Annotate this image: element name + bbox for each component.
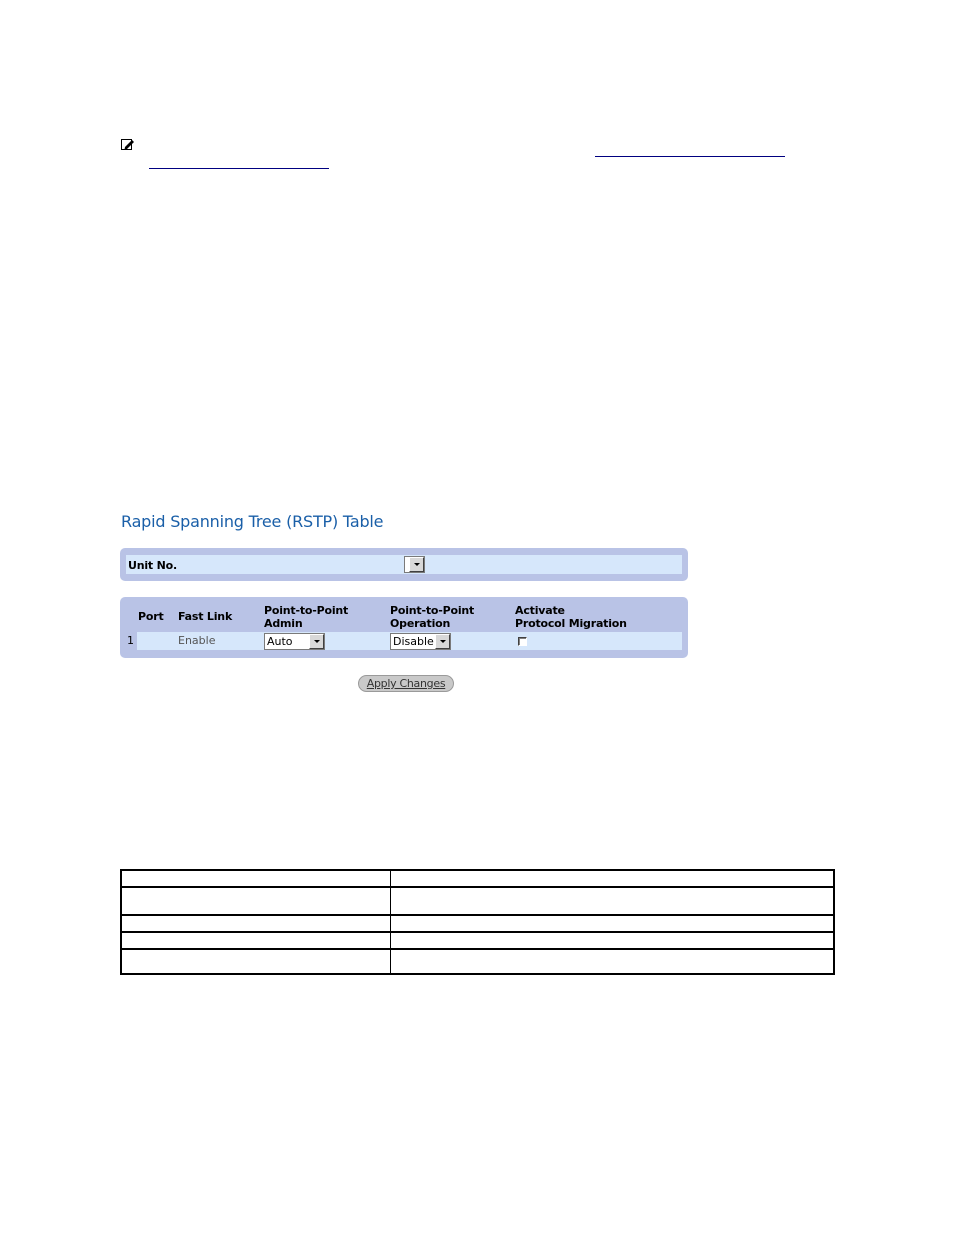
p2p-operation-value: Disable bbox=[393, 635, 434, 648]
note-link[interactable] bbox=[595, 156, 785, 157]
header-port: Port bbox=[138, 610, 164, 623]
chevron-down-icon[interactable] bbox=[409, 557, 424, 572]
header-p2p-admin bbox=[264, 604, 348, 630]
chevron-down-icon[interactable] bbox=[435, 634, 450, 649]
header-p2p-oper-line1: Point-to-Point bbox=[390, 604, 475, 617]
row-divider bbox=[122, 931, 833, 933]
row-divider bbox=[122, 886, 833, 888]
rstp-table bbox=[120, 597, 688, 658]
header-activate-line2: Protocol Migration bbox=[515, 617, 627, 630]
unit-panel bbox=[120, 548, 688, 581]
description-table bbox=[120, 869, 835, 975]
header-p2p-oper-line2: Operation bbox=[390, 617, 451, 630]
header-activate-protocol-migration bbox=[515, 604, 627, 630]
p2p-admin-value: Auto bbox=[267, 635, 293, 648]
cell-port: 1 bbox=[127, 634, 134, 647]
note-pencil-icon bbox=[121, 138, 135, 151]
header-p2p-operation bbox=[390, 604, 474, 630]
activate-protocol-migration-checkbox[interactable] bbox=[518, 637, 527, 646]
cell-fast-link: Enable bbox=[178, 634, 216, 647]
header-p2p-admin-line2: Admin bbox=[264, 617, 303, 630]
header-p2p-admin-line1: Point-to-Point bbox=[264, 604, 349, 617]
p2p-operation-select[interactable] bbox=[390, 633, 451, 650]
unit-no-select[interactable] bbox=[404, 556, 425, 573]
p2p-admin-select[interactable] bbox=[264, 633, 325, 650]
page-title: Rapid Spanning Tree (RSTP) Table bbox=[121, 512, 384, 531]
unit-no-label: Unit No. bbox=[128, 559, 177, 572]
chevron-down-icon[interactable] bbox=[309, 634, 324, 649]
row-divider bbox=[122, 914, 833, 916]
header-fast-link: Fast Link bbox=[178, 610, 233, 623]
note-link[interactable] bbox=[149, 168, 329, 169]
header-activate-line1: Activate bbox=[515, 604, 565, 617]
apply-changes-button[interactable]: Apply Changes bbox=[358, 675, 454, 692]
row-divider bbox=[122, 948, 833, 950]
